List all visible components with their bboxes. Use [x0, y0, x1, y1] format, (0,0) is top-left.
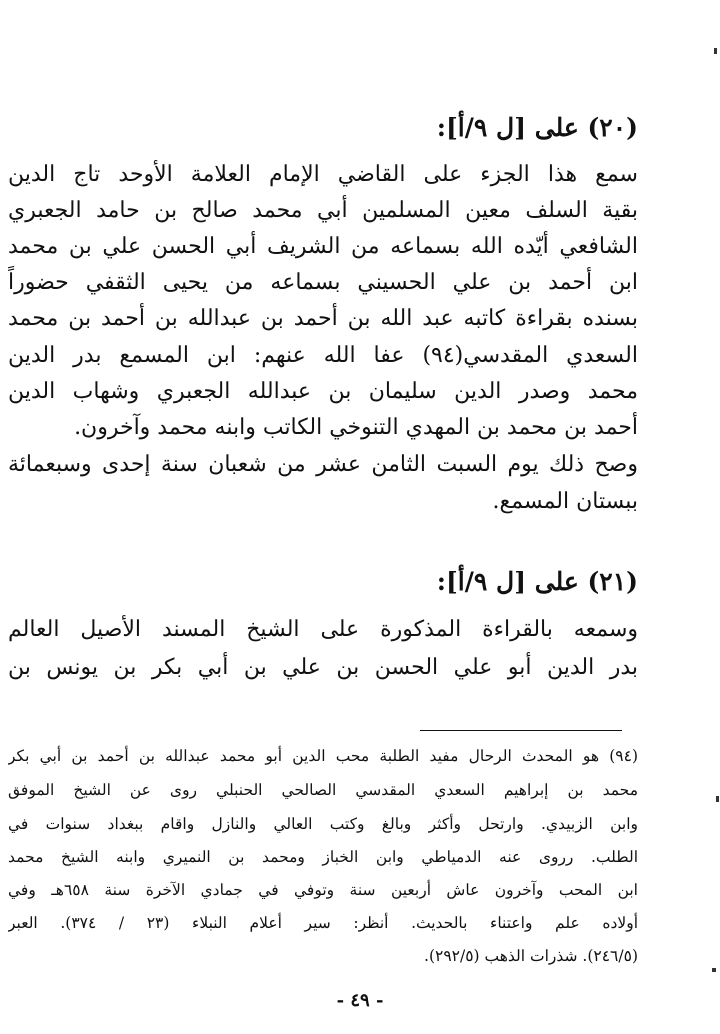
- footnote-line-4: الطلب. رروى عنه الدمياطي وابن الخباز ومحمد بن النميري وابنه الشيخ محمد: [8, 848, 638, 866]
- footnote-line-6: أولاده علم واعتناء بالحديث. أنظر: سير أعلام النبلاء (٢٣ / ٣٧٤). العبر: [8, 914, 638, 932]
- section-21-line-2: بدر الدين أبو علي الحسن بن علي بن أبي بكر بن يونس بن: [8, 655, 638, 680]
- footnote-line-1: (٩٤) هو المحدث الرحال مفيد الطلبة محب الدين أبو محمد عبدالله بن أحمد بن أبي بكر: [8, 747, 638, 765]
- section-20-line-3: الشافعي أيّده الله بسماعه من الشريف أبي الحسن علي بن محمد: [8, 234, 638, 259]
- section-21-line-1: وسمعه بالقراءة المذكورة على الشيخ المسند الأصيل العالم: [8, 617, 638, 642]
- scan-speck: [712, 968, 716, 972]
- section-20-line-4: ابن أحمد بن علي الحسيني بسماعه من يحيى الثقفي حضوراً: [8, 270, 638, 295]
- section-20-heading: (٢٠) على [ل ٩/أ]:: [436, 113, 638, 142]
- scan-speck: [714, 48, 717, 54]
- footnote-line-2: محمد بن إبراهيم السعدي المقدسي الصالحي الحنبلي روى عن الشيخ الموفق: [8, 781, 638, 799]
- footnote-line-7: (٢٤٦/٥). شذرات الذهب (٢٩٢/٥).: [424, 947, 638, 965]
- section-20-line-6: السعدي المقدسي(٩٤) عفا الله عنهم: ابن المسمع بدر الدين: [8, 343, 638, 368]
- section-20-line-7: محمد وصدر الدين سليمان بن عبدالله الجعبري وشهاب الدين: [8, 379, 638, 404]
- scan-speck: [716, 796, 719, 802]
- section-20-line-10: ببستان المسمع.: [492, 489, 638, 514]
- footnote-separator: [420, 730, 622, 731]
- section-20-line-1: سمع هذا الجزء على القاضي الإمام العلامة الأوحد تاج الدين: [8, 162, 638, 187]
- page-number: - ٤٩ -: [336, 990, 384, 1011]
- section-20-line-5: بسنده بقراءة كاتبه عبد الله بن أحمد بن عبدالله بن أحمد بن محمد: [8, 306, 638, 331]
- section-21-heading: (٢١) على [ل ٩/أ]:: [436, 567, 638, 596]
- footnote-line-3: وابن الزبيدي. وارتحل وأكثر وبالغ وكتب العالي والنازل واقام ببغداد سنوات في: [8, 815, 638, 833]
- section-20-line-9: وصح ذلك يوم السبت الثامن عشر من شعبان سنة إحدى وسبعمائة: [8, 452, 638, 477]
- section-20-line-2: بقية السلف معين المسلمين أبي محمد صالح بن حامد الجعبري: [8, 198, 638, 223]
- footnote-line-5: ابن المحب وآخرون عاش أربعين سنة وتوفي في جمادي الآخرة سنة ٦٥٨هـ وفي: [8, 881, 638, 899]
- section-20-line-8: أحمد بن محمد بن المهدي التنوخي الكاتب وابنه محمد وآخرون.: [74, 415, 638, 440]
